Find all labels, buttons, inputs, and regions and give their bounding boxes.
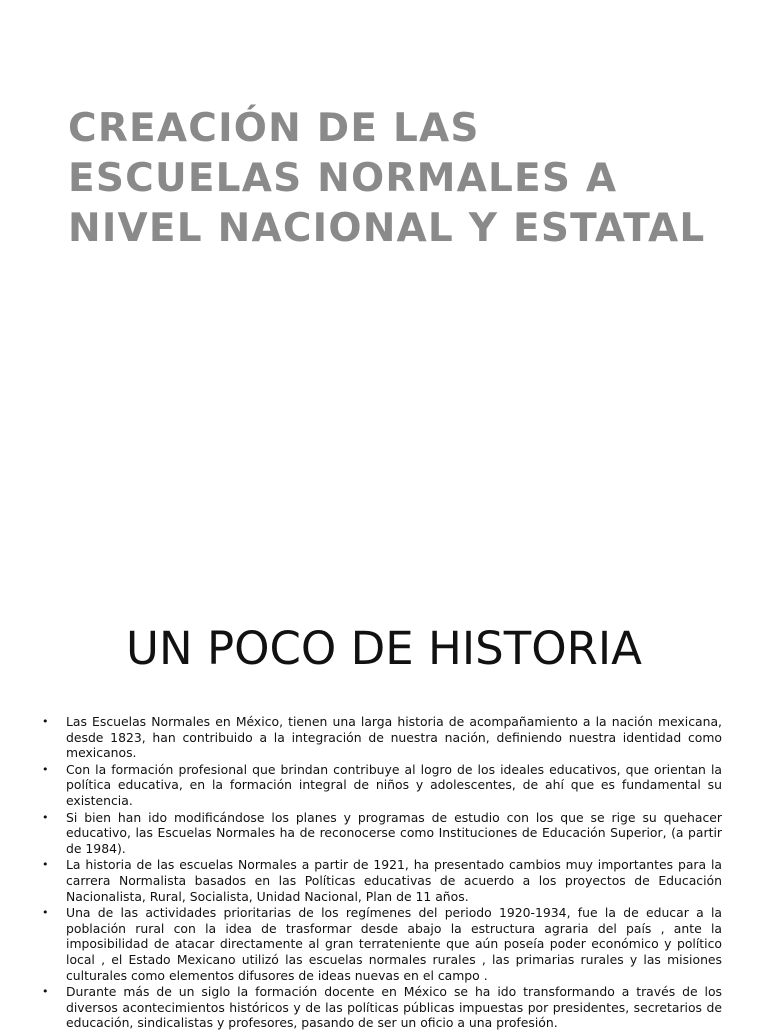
list-item-text: Las Escuelas Normales en México, tienen una larga historia de acompañamiento a la nación mexicana, desde 1823, han contribuido a la integración de nuestra nación, definiendo nuestra identidad como mexicanos.	[66, 714, 722, 761]
bullet-icon: •	[42, 810, 49, 824]
bullet-icon: •	[42, 858, 49, 872]
list-item-text: Con la formación profesional que brindan contribuye al logro de los ideales educativos, que orientan la política educativa, en la formación integral de niños y adolescentes, de ahí que es fundamental su existencia.	[66, 761, 722, 808]
list-item-text: Si bien han ido modificándose los planes y programas de estudio con los que se rige su quehacer educativo, las Escuelas Normales ha de reconocerse como Instituciones de Educación Superior, (a partir de 1984).	[66, 809, 722, 856]
bullet-icon: •	[42, 762, 49, 776]
section-heading: UN POCO DE HISTORIA	[126, 622, 642, 675]
list-item-text: La historia de las escuelas Normales a partir de 1921, ha presentado cambios muy importantes para la carrera Normalista basados en las Políticas educativas de acuerdo a los proyectos de Educación Nacionalista, Rural, Socialista, Unidad Nacional, Plan de 11 años.	[66, 857, 722, 904]
history-bullet-list	[40, 714, 722, 1032]
list-item-text: Durante más de un siglo la formación docente en México se ha ido transformando a través de los diversos acontecimientos históricos y de las políticas públicas impuestas por presidentes, secretarios de educación, sindicalistas y profesores, pasando de ser un oficio a una profesión.	[66, 984, 722, 1031]
bullet-icon: •	[42, 906, 49, 920]
list-item	[40, 714, 722, 761]
list-item	[40, 905, 722, 983]
list-item	[40, 857, 722, 904]
list-item	[40, 810, 722, 857]
slide-title: CREACIÓN DE LAS ESCUELAS NORMALES A NIVEL NACIONAL Y ESTATAL	[68, 106, 706, 251]
bullet-icon: •	[42, 985, 49, 999]
bullet-icon: •	[42, 715, 49, 728]
list-item	[40, 762, 722, 809]
list-item-text: Una de las actividades prioritarias de los regímenes del periodo 1920-1934, fue la de educar a la población rural con la idea de trasformar desde abajo la estructura agraria del país , ante la imposibilidad de atacar directamente al gran terrateniente que aún poseía poder económico y político local , el Estado Mexicano utilizó las escuelas normales rurales , las primarias rurales y las misiones culturales como elementos difusores de ideas nuevas en el campo .	[66, 905, 722, 983]
